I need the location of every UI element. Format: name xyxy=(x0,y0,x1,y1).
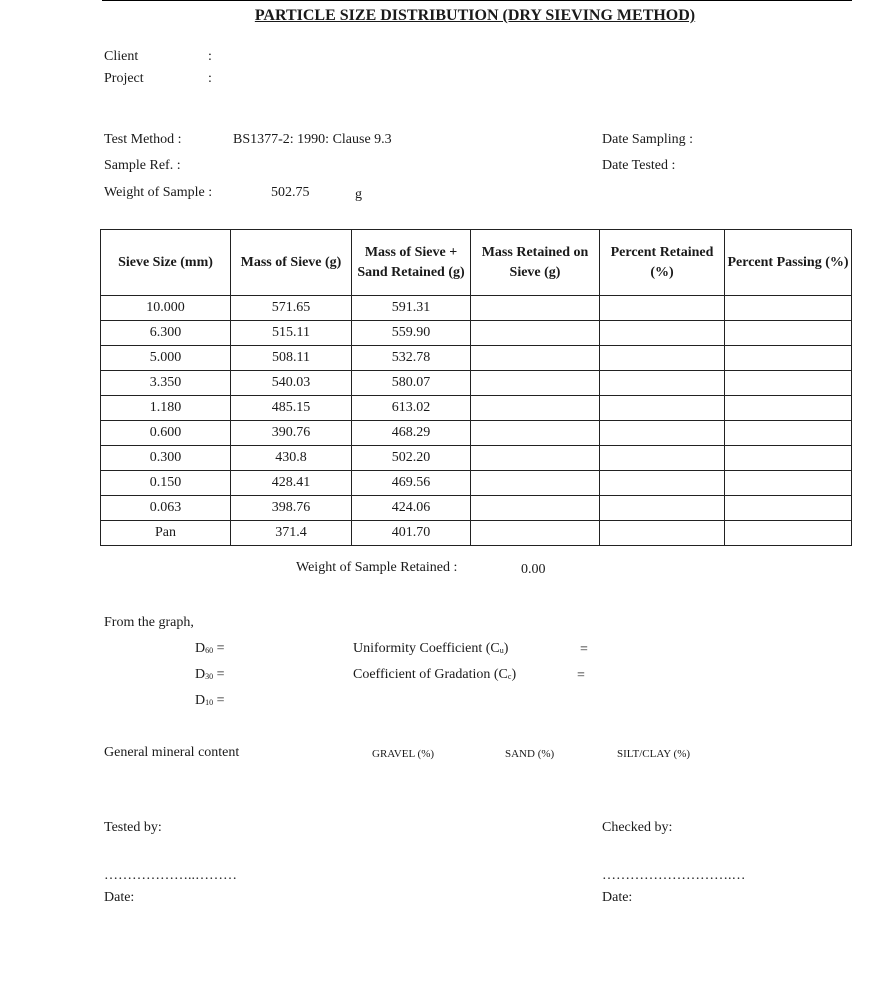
cell-sieve-size: 0.600 xyxy=(101,421,231,446)
cell-mass-sieve: 485.15 xyxy=(231,396,352,421)
cell-percent-retained xyxy=(600,421,725,446)
header-mass-sieve: Mass of Sieve (g) xyxy=(231,230,352,296)
cell-mass-sieve-sand: 469.56 xyxy=(352,471,471,496)
cell-mass-retained xyxy=(471,321,600,346)
d60-label: D60 = xyxy=(195,641,225,656)
cell-sieve-size: 0.150 xyxy=(101,471,231,496)
cell-mass-sieve: 398.76 xyxy=(231,496,352,521)
sample-ref-label: Sample Ref. : xyxy=(104,158,181,173)
cell-mass-retained xyxy=(471,496,600,521)
gradation-equals: = xyxy=(577,668,585,683)
header-percent-passing: Percent Passing (%) xyxy=(725,230,852,296)
sieve-table xyxy=(100,229,852,546)
project-label: Project xyxy=(104,71,144,86)
weight-unit: g xyxy=(355,187,362,202)
client-colon: : xyxy=(208,49,212,64)
project-colon: : xyxy=(208,71,212,86)
cell-mass-retained xyxy=(471,471,600,496)
cell-mass-sieve: 371.4 xyxy=(231,521,352,546)
cell-sieve-size: 3.350 xyxy=(101,371,231,396)
cell-percent-passing xyxy=(725,296,852,321)
cell-mass-sieve-sand: 613.02 xyxy=(352,396,471,421)
cell-percent-passing xyxy=(725,446,852,471)
silt-clay-label: SILT/CLAY (%) xyxy=(617,748,691,760)
cell-sieve-size: 5.000 xyxy=(101,346,231,371)
cell-mass-sieve-sand: 401.70 xyxy=(352,521,471,546)
cell-mass-sieve: 515.11 xyxy=(231,321,352,346)
cell-sieve-size: 0.300 xyxy=(101,446,231,471)
test-method-label: Test Method : xyxy=(104,132,182,147)
cell-percent-passing xyxy=(725,346,852,371)
retained-value: 0.00 xyxy=(521,562,546,577)
cell-percent-retained xyxy=(600,396,725,421)
client-label: Client xyxy=(104,49,139,64)
date-sampling-label: Date Sampling : xyxy=(602,132,693,147)
table-row xyxy=(101,471,852,496)
table-header-row xyxy=(101,230,852,296)
cell-mass-sieve-sand: 532.78 xyxy=(352,346,471,371)
cell-mass-sieve: 428.41 xyxy=(231,471,352,496)
graph-label: From the graph, xyxy=(104,615,194,630)
checked-date-label: Date: xyxy=(602,890,633,905)
cell-percent-passing xyxy=(725,521,852,546)
d10-label: D10 = xyxy=(195,693,225,708)
mineral-label: General mineral content xyxy=(104,745,240,760)
header-mass-retained: Mass Retained on Sieve (g) xyxy=(471,230,600,296)
cell-percent-retained xyxy=(600,496,725,521)
test-method-value: BS1377-2: 1990: Clause 9.3 xyxy=(233,132,392,147)
cell-sieve-size: Pan xyxy=(101,521,231,546)
table-row xyxy=(101,446,852,471)
header-sieve-size: Sieve Size (mm) xyxy=(101,230,231,296)
checked-signature-line: ……………………….… xyxy=(602,868,746,883)
cell-mass-sieve-sand: 502.20 xyxy=(352,446,471,471)
table-row xyxy=(101,296,852,321)
cell-mass-retained xyxy=(471,371,600,396)
cell-mass-retained xyxy=(471,421,600,446)
uniformity-equals: = xyxy=(580,642,588,657)
date-tested-label: Date Tested : xyxy=(602,158,676,173)
cell-percent-retained xyxy=(600,346,725,371)
cell-mass-sieve: 430.8 xyxy=(231,446,352,471)
cell-sieve-size: 6.300 xyxy=(101,321,231,346)
table-row xyxy=(101,371,852,396)
tested-by-label: Tested by: xyxy=(104,820,162,835)
cell-mass-sieve-sand: 424.06 xyxy=(352,496,471,521)
table-row xyxy=(101,346,852,371)
page-title: PARTICLE SIZE DISTRIBUTION (DRY SIEVING METHOD) xyxy=(254,7,696,24)
cell-mass-sieve: 508.11 xyxy=(231,346,352,371)
gravel-label: GRAVEL (%) xyxy=(372,748,435,760)
cell-percent-passing xyxy=(725,496,852,521)
cell-mass-sieve-sand: 591.31 xyxy=(352,296,471,321)
sand-label: SAND (%) xyxy=(505,748,555,760)
uniformity-coefficient-label: Uniformity Coefficient (Cu) xyxy=(353,641,509,656)
weight-label: Weight of Sample : xyxy=(104,185,213,200)
cell-percent-passing xyxy=(725,321,852,346)
cell-percent-passing xyxy=(725,371,852,396)
cell-percent-passing xyxy=(725,421,852,446)
cell-mass-sieve-sand: 559.90 xyxy=(352,321,471,346)
cell-mass-retained xyxy=(471,396,600,421)
table-row xyxy=(101,521,852,546)
cell-mass-retained xyxy=(471,346,600,371)
cell-percent-retained xyxy=(600,321,725,346)
d30-label: D30 = xyxy=(195,667,225,682)
table-row xyxy=(101,421,852,446)
cell-percent-retained xyxy=(600,446,725,471)
cell-sieve-size: 0.063 xyxy=(101,496,231,521)
checked-by-label: Checked by: xyxy=(602,820,673,835)
table-row xyxy=(101,396,852,421)
cell-mass-sieve-sand: 580.07 xyxy=(352,371,471,396)
cell-mass-sieve: 390.76 xyxy=(231,421,352,446)
cell-percent-retained xyxy=(600,521,725,546)
cell-mass-sieve-sand: 468.29 xyxy=(352,421,471,446)
gradation-coefficient-label: Coefficient of Gradation (Cc) xyxy=(353,667,517,682)
table-row xyxy=(101,321,852,346)
cell-mass-retained xyxy=(471,296,600,321)
header-mass-sieve-sand: Mass of Sieve + Sand Retained (g) xyxy=(352,230,471,296)
retained-label: Weight of Sample Retained : xyxy=(296,560,458,575)
tested-signature-line: ………………..……… xyxy=(104,868,237,883)
cell-percent-retained xyxy=(600,371,725,396)
weight-value: 502.75 xyxy=(271,185,310,200)
cell-sieve-size: 10.000 xyxy=(101,296,231,321)
cell-mass-retained xyxy=(471,521,600,546)
top-rule xyxy=(102,0,852,1)
cell-mass-sieve: 571.65 xyxy=(231,296,352,321)
cell-percent-retained xyxy=(600,296,725,321)
cell-sieve-size: 1.180 xyxy=(101,396,231,421)
tested-date-label: Date: xyxy=(104,890,135,905)
table-row xyxy=(101,496,852,521)
cell-percent-passing xyxy=(725,471,852,496)
cell-percent-passing xyxy=(725,396,852,421)
header-percent-retained: Percent Retained (%) xyxy=(600,230,725,296)
cell-percent-retained xyxy=(600,471,725,496)
cell-mass-sieve: 540.03 xyxy=(231,371,352,396)
cell-mass-retained xyxy=(471,446,600,471)
